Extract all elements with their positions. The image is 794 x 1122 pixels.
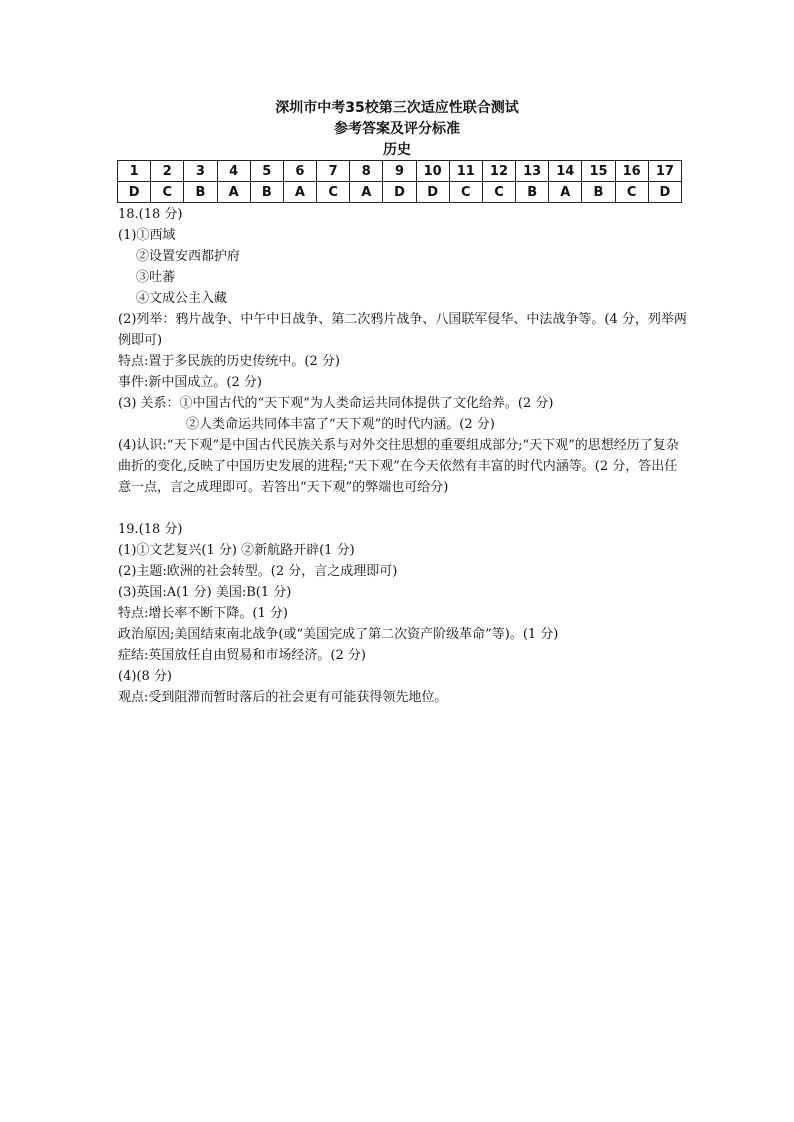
question-number-cell: 9 [383,161,416,182]
answer-letter-cell: C [151,182,184,203]
answer-letter-cell: B [250,182,283,203]
answer-letter-cell: B [582,182,615,203]
q18-title: 18.(18 分) [118,207,183,222]
question-number-cell: 5 [250,161,283,182]
q19-part1: (1)①文艺复兴(1 分) ②新航路开辟(1 分) [118,543,355,558]
q18-part1-item3: ③吐蕃 [136,270,176,285]
q19-part3-crux: 症结:英国放任自由贸易和市场经济。(2 分) [118,648,366,663]
answer-letter-cell: C [317,182,350,203]
question-number-cell: 13 [516,161,549,182]
q18-part1-item2: ②设置安西都护府 [136,249,241,264]
exam-subtitle: 参考答案及评分标准 [334,121,460,137]
question-number-cell: 8 [350,161,383,182]
subject-title: 历史 [383,142,411,158]
q18-part2-event: 事件:新中国成立。(2 分) [118,375,262,390]
answer-letter-cell: D [648,182,681,203]
section-spacer [118,498,688,519]
question-number-cell: 1 [118,161,151,182]
q19-title: 19.(18 分) [118,522,183,537]
question-number-cell: 11 [449,161,482,182]
answer-body [118,204,688,708]
q19-part2: (2)主题:欧洲的社会转型。(2 分，言之成理即可) [118,564,398,579]
answer-letter-cell: A [549,182,582,203]
q18-part1-item4: ④文成公主入藏 [136,291,228,306]
question-number-cell: 10 [416,161,449,182]
answer-letter-cell: C [482,182,515,203]
q18-part3-relation1: (3) 关系：①中国古代的“天下观”为人类命运共同体提供了文化给养。(2 分) [118,396,554,411]
question-number-cell: 2 [151,161,184,182]
answer-letter-cell: D [383,182,416,203]
q18-part2-list: (2)列举：鸦片战争、中午中日战争、第二次鸦片战争、八国联军侵华、中法战争等。(4 分，列举两例即可) [118,312,687,348]
question-number-cell: 3 [184,161,217,182]
answer-letter-cell: A [217,182,250,203]
q18-part2-feature: 特点:置于多民族的历史传统中。(2 分) [118,354,340,369]
question-number-row [118,161,682,182]
answer-letter-cell: C [449,182,482,203]
q18-part4-understanding: (4)认识:“天下观”是中国古代民族关系与对外交往思想的重要组成部分;“天下观”的思想经历了复杂曲折的变化,反映了中国历史发展的进程;“天下观”在今天依然有丰富的时代内涵等。(2 分，答出任意一点，言之成理即可。若答出“天下观”的弊端也可给分) [118,438,679,495]
answer-letter-cell: A [283,182,316,203]
question-number-cell: 4 [217,161,250,182]
q19-part3-feature: 特点:增长率不断下降。(1 分) [118,606,288,621]
q18-part1-item1: (1)①西域 [118,228,176,243]
answer-letter-cell: D [118,182,151,203]
question-number-cell: 15 [582,161,615,182]
question-number-cell: 6 [283,161,316,182]
q19-part4-viewpoint: 观点:受到阻滞而暂时落后的社会更有可能获得领先地位。 [118,690,448,705]
question-number-cell: 17 [648,161,681,182]
multiple-choice-answer-table [117,160,682,203]
question-number-cell: 12 [482,161,515,182]
answer-letter-cell: D [416,182,449,203]
answer-letter-cell: A [350,182,383,203]
q19-part4-title: (4)(8 分) [118,669,172,684]
answer-letter-cell: B [516,182,549,203]
q19-part3-countries: (3)英国:A(1 分) 美国:B(1 分) [118,585,292,600]
exam-title: 深圳市中考35校第三次适应性联合测试 [275,100,519,116]
question-number-cell: 14 [549,161,582,182]
question-number-cell: 16 [615,161,648,182]
answer-letter-cell: B [184,182,217,203]
answer-letter-row [118,182,682,203]
q18-part3-relation2: ②人类命运共同体丰富了“天下观”的时代内涵。(2 分) [186,417,495,432]
question-number-cell: 7 [317,161,350,182]
q19-part3-political-reason: 政治原因;美国结束南北战争(或“美国完成了第二次资产阶级革命”等)。(1 分) [118,627,559,642]
answer-letter-cell: C [615,182,648,203]
